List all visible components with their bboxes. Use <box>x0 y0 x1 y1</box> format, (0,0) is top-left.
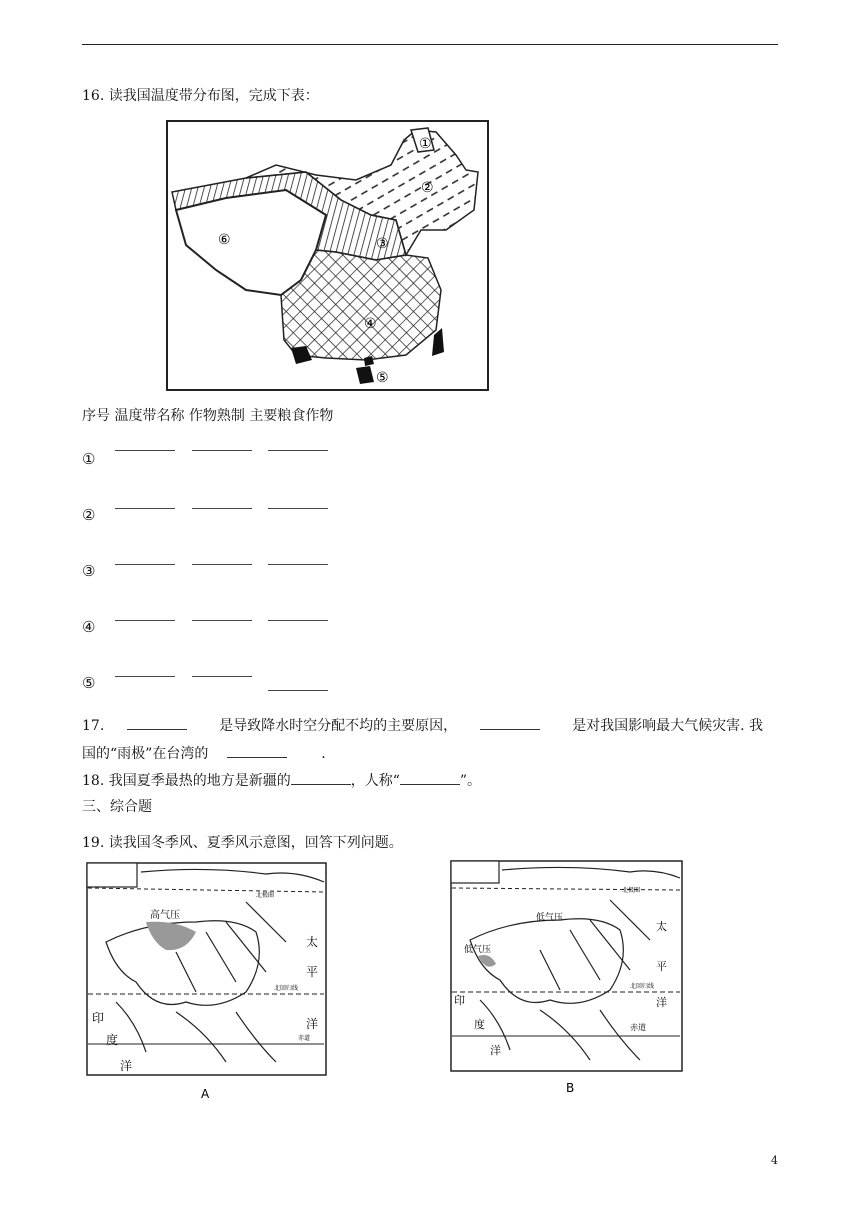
blank-2b[interactable] <box>192 508 252 509</box>
blank-3b[interactable] <box>192 564 252 565</box>
a-arctic: 北极圈 <box>256 892 275 899</box>
blank-4a[interactable] <box>115 620 175 621</box>
map-label-6: ⑥ <box>218 232 231 248</box>
blank-5a[interactable] <box>115 676 175 677</box>
blank-3c[interactable] <box>268 564 328 565</box>
map-label-3: ③ <box>376 236 389 252</box>
b-caption: B <box>566 1081 575 1095</box>
map-label-2: ② <box>421 180 434 196</box>
a-equator: 赤道 <box>298 1035 311 1042</box>
q17-blank-3[interactable] <box>227 745 287 758</box>
summer-monsoon-map <box>450 860 684 1096</box>
blank-1c[interactable] <box>268 450 328 451</box>
map-label-4: ④ <box>364 316 377 332</box>
row-mark-1: ① <box>82 450 96 468</box>
q17-text-3: 是对我国影响最大气候灾害. 我 <box>572 718 763 734</box>
b-equator: 赤道 <box>630 1023 646 1032</box>
q17-text-5: . <box>321 746 326 762</box>
q17-blank-1[interactable] <box>127 717 187 730</box>
map-label-1: ① <box>419 136 432 152</box>
header-rule <box>82 44 778 45</box>
a-yin: 印 <box>92 1011 105 1025</box>
q18-text-3: ”。 <box>459 773 482 789</box>
section-title: 三、综合题 <box>82 799 152 815</box>
b-tropic: 北回归线 <box>630 983 655 990</box>
q18-blank-2[interactable] <box>400 772 460 785</box>
b-yang: 洋 <box>656 996 667 1009</box>
q17-blank-2[interactable] <box>480 717 540 730</box>
blank-5c[interactable] <box>268 690 328 691</box>
b-yang2: 洋 <box>490 1044 501 1057</box>
q18-text-1: 18. 我国夏季最热的地方是新疆的 <box>82 773 291 789</box>
q18-line <box>82 771 481 791</box>
a-tropic: 北回归线 <box>274 985 299 992</box>
b-low-pressure-1: 低气压 <box>536 913 564 923</box>
winter-monsoon-map <box>86 862 328 1102</box>
q18-text-2: ，人称“ <box>350 773 400 789</box>
b-yin: 印 <box>454 994 465 1007</box>
a-yang: 洋 <box>306 1017 319 1031</box>
a-high-pressure: 高气压 <box>150 910 180 921</box>
map-label-5: ⑤ <box>376 370 389 386</box>
b-low-pressure-2: 低气压 <box>464 945 492 955</box>
page-number: 4 <box>771 1154 778 1167</box>
q19-question: 19. 读我国冬季风、夏季风示意图，回答下列问题。 <box>82 835 403 851</box>
q16-question: 16. 读我国温度带分布图，完成下表： <box>82 88 319 104</box>
row-mark-2: ② <box>82 506 96 524</box>
blank-2c[interactable] <box>268 508 328 509</box>
b-tai: 太 <box>656 920 667 933</box>
blank-3a[interactable] <box>115 564 175 565</box>
q17-text-2: 是导致降水时空分配不均的主要原因， <box>219 718 458 734</box>
row-mark-5: ⑤ <box>82 674 96 692</box>
temperature-zone-map <box>166 120 490 392</box>
b-du: 度 <box>474 1018 485 1031</box>
a-caption: A <box>201 1087 210 1101</box>
blank-4b[interactable] <box>192 620 252 621</box>
q16-table-header: 序号 温度带名称 作物熟制 主要粮食作物 <box>82 408 334 424</box>
a-yang2: 洋 <box>120 1059 133 1073</box>
blank-1b[interactable] <box>192 450 252 451</box>
a-ping: 平 <box>306 965 319 979</box>
q18-blank-1[interactable] <box>291 772 351 785</box>
blank-4c[interactable] <box>268 620 328 621</box>
row-mark-3: ③ <box>82 562 96 580</box>
blank-1a[interactable] <box>115 450 175 451</box>
q17-number: 17. <box>82 718 105 734</box>
row-mark-4: ④ <box>82 618 96 636</box>
q17-line2 <box>82 744 326 764</box>
a-du: 度 <box>106 1033 119 1047</box>
a-tai: 太 <box>306 935 319 949</box>
q17-line1 <box>82 716 763 736</box>
blank-5b[interactable] <box>192 676 252 677</box>
b-arctic: 北极圈 <box>622 887 641 894</box>
b-ping: 平 <box>656 960 667 973</box>
q17-text-4: 国的“雨极”在台湾的 <box>82 746 209 762</box>
blank-2a[interactable] <box>115 508 175 509</box>
